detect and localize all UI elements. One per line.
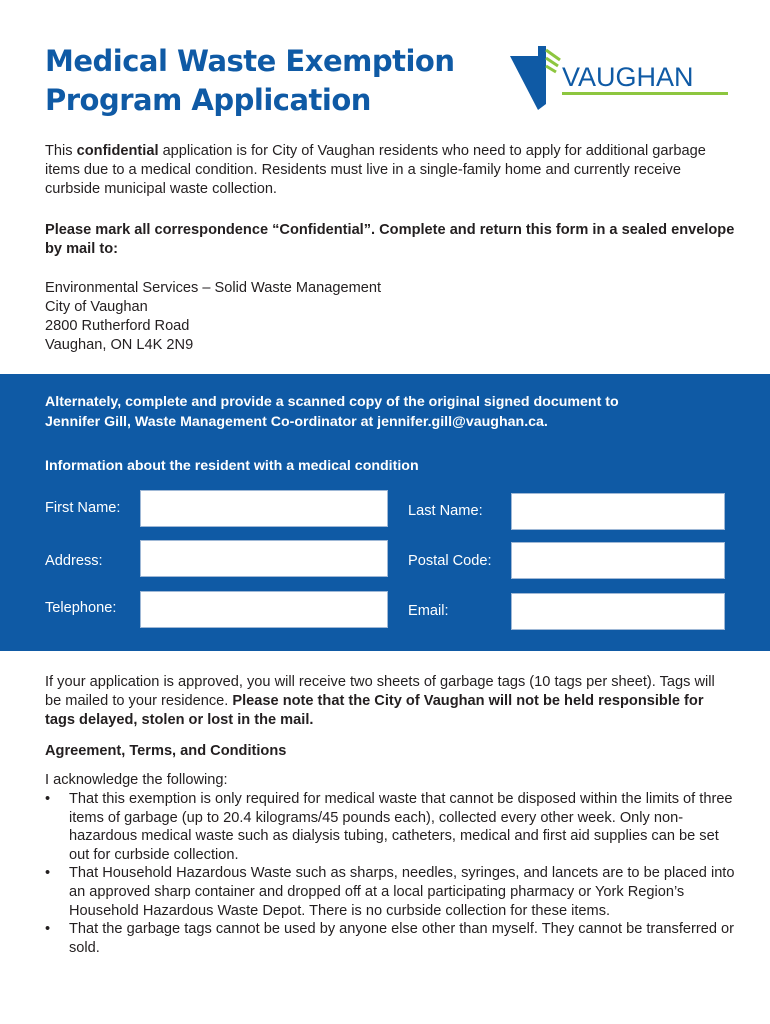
terms-list — [45, 790, 735, 957]
list-item: • That this exemption is only required for medical waste that cannot be disposed within the limits of three items of garbage (up to 20.4 kilograms/45 pounds each), collected every other week. Only non-hazardous medical waste such as dialysis tubing, catheters, medical and first aid supplies can be set out for curbside collection. — [45, 791, 733, 863]
address-line: Environmental Services – Solid Waste Management — [45, 280, 382, 296]
first-name-label: First Name: — [45, 500, 121, 516]
intro-paragraph: This confidential application is for City of Vaughan residents who need to apply for additional garbage items due to a medical condition. Residents must live in a single-family home and currently receive curbside municipal waste collection. — [45, 143, 706, 197]
resident-info-section — [0, 374, 770, 651]
title-line-2: Program Application — [45, 83, 371, 117]
address-line: Vaughan, ON L4K 2N9 — [45, 337, 194, 353]
first-name-field[interactable] — [140, 490, 388, 527]
confidential-emphasis: confidential — [76, 143, 159, 159]
correspondence-instruction: Please mark all correspondence “Confidential”. Complete and return this form in a sealed envelope by mail to: — [45, 222, 735, 257]
vaughan-logo — [508, 44, 730, 114]
address-field[interactable] — [140, 540, 388, 577]
last-name-label: Last Name: — [408, 503, 483, 519]
mailing-address — [45, 279, 381, 355]
telephone-label: Telephone: — [45, 600, 117, 616]
list-item: • That Household Hazardous Waste such as sharps, needles, syringes, and lancets are to be placed into an approved sharp container and dropped off at a local participating pharmacy or York Region’s Household Hazardous Waste Depot. There is no curbside collection for these items. — [45, 865, 735, 919]
address-line: 2800 Rutherford Road — [45, 318, 190, 334]
agreement-heading: Agreement, Terms, and Conditions — [45, 743, 287, 759]
address-line: City of Vaughan — [45, 299, 148, 315]
alternate-submission-note: Alternately, complete and provide a scanned copy of the original signed document to Jennifer Gill, Waste Management Co-ordinator at jennifer.gill@vaughan.ca. — [45, 394, 619, 430]
page-title — [45, 42, 454, 120]
list-item: • That the garbage tags cannot be used by anyone else other than myself. They cannot be transferred or sold. — [45, 921, 734, 956]
address-label: Address: — [45, 553, 103, 569]
title-line-1: Medical Waste Exemption — [45, 44, 455, 78]
acknowledge-text: I acknowledge the following: — [45, 772, 228, 788]
last-name-field[interactable] — [511, 493, 725, 530]
approval-note: If your application is approved, you will receive two sheets of garbage tags (10 tags per sheet). Tags will be mailed to your residence. Please note that the City of Vaughan will not be held responsible for tags delayed, stolen or lost in the mail. — [45, 674, 715, 728]
email-label: Email: — [408, 603, 449, 619]
liability-disclaimer: Please note that the City of Vaughan will not be held responsible for tags delayed, stolen or lost in the mail. — [45, 693, 704, 728]
email-field[interactable] — [511, 593, 725, 630]
postal-code-field[interactable] — [511, 542, 725, 579]
logo-text: VAUGHAN — [562, 62, 694, 92]
resident-info-heading: Information about the resident with a medical condition — [45, 458, 419, 474]
postal-code-label: Postal Code: — [408, 553, 492, 569]
telephone-field[interactable] — [140, 591, 388, 628]
